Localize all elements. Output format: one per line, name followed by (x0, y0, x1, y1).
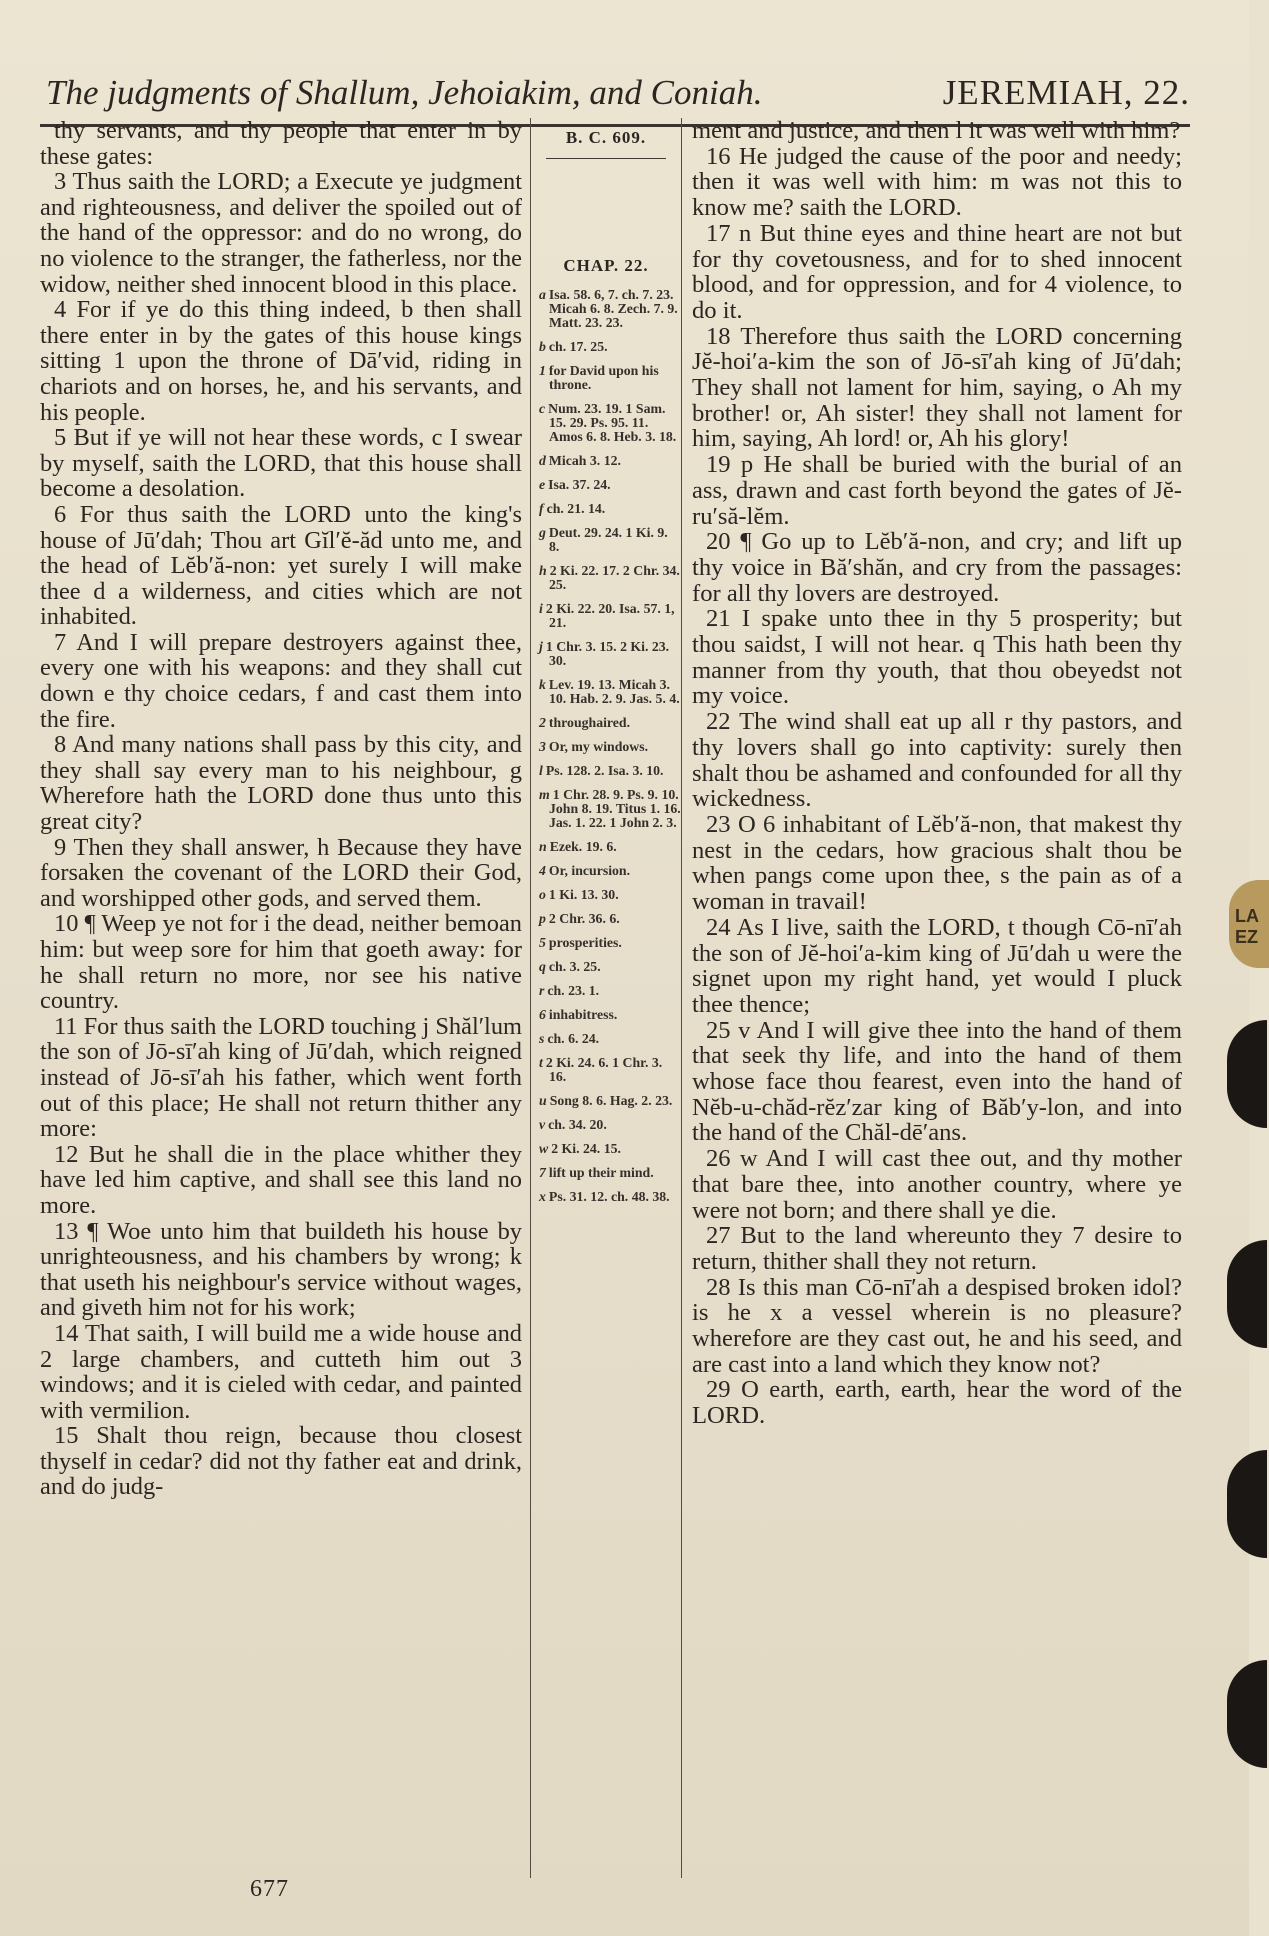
verse-paragraph: ment and justice, and then l it was well with him? (692, 117, 1181, 144)
cross-reference (539, 502, 681, 516)
reference-key: x (539, 1189, 546, 1204)
verse-paragraph: 8 And many nations shall pass by this city, and they shall say every man to his neighbour, g Wherefore hath the LORD done thus unto this great city? (40, 731, 522, 836)
reference-text: Num. 23. 19. 1 Sam. 15. 29. Ps. 95. 11. Amos 6. 8. Heb. 3. 18. (548, 401, 677, 444)
verse-paragraph: 3 Thus saith the LORD; a Execute ye judgment and righteousness, and deliver the spoiled out of the hand of the oppressor: and do no wrong, do no violence to the stranger, the fatherless, nor the widow, neither shed innocent blood in this place. (40, 168, 522, 298)
date-label: B. C. 609. (565, 128, 647, 147)
cross-reference (539, 640, 681, 668)
verse-paragraph: 6 For thus saith the LORD unto the king's house of Jū′dah; Thou art Gĭl′ĕ-ăd unto me, and the head of Lĕb′ă-non: yet surely I will make thee d a wilderness, and cities which are not inhabited. (40, 500, 522, 631)
reference-text: throughaired. (548, 715, 631, 730)
reference-text: 2 Ki. 24. 15. (551, 1141, 621, 1156)
cross-reference (539, 764, 681, 778)
cross-reference (539, 454, 681, 468)
reference-key: 4 (539, 863, 546, 878)
cross-reference (539, 478, 681, 492)
reference-key: k (539, 677, 546, 692)
verse-paragraph: 12 But he shall die in the place whither they have led him captive, and shall see this land no more. (40, 1140, 522, 1219)
verse-paragraph: 11 For thus saith the LORD touching j Shăl′lum the son of Jō-sī′ah king of Jū′dah, which reigned instead of Jō-sī′ah his father, which went forth out of this place; He shall not return thither any more: (40, 1012, 522, 1143)
reference-text: 2 Chr. 36. 6. (548, 911, 620, 926)
reference-key: r (539, 983, 545, 998)
verse-paragraph: 26 w And I will cast thee out, and thy mother that bare thee, into another country, where ye were not born; and there shall ye die. (692, 1145, 1182, 1224)
thumb-index-tab[interactable] (1227, 1660, 1267, 1768)
reference-text: Ps. 31. 12. ch. 48. 38. (548, 1189, 670, 1204)
verse-paragraph: 9 Then they shall answer, h Because they have forsaken the covenant of the LORD their God, and worshipped other gods, and served them. (40, 833, 522, 912)
cross-reference (539, 1094, 681, 1108)
reference-text: 1 Chr. 3. 15. 2 Ki. 23. 30. (545, 639, 670, 668)
verse-paragraph: 24 As I live, saith the LORD, t though Cō-nī′ah the son of Jĕ-hoi′a-kim king of Jū′dah u were the signet upon my right hand, yet would I pluck thee thence; (692, 913, 1182, 1018)
reference-key: m (539, 787, 550, 802)
reference-text: 2 Ki. 22. 20. Isa. 57. 1, 21. (545, 601, 675, 630)
reference-text: Lev. 19. 13. Micah 3. 10. Hab. 2. 9. Jas. 5. 4. (548, 677, 680, 706)
reference-text: Deut. 29. 24. 1 Ki. 9. 8. (548, 525, 668, 554)
cross-reference (539, 526, 681, 554)
verse-paragraph: 5 But if ye will not hear these words, c I swear by myself, saith the LORD, that this house shall become a desolation. (40, 424, 522, 503)
reference-text: ch. 6. 24. (547, 1031, 600, 1046)
cross-reference (539, 984, 681, 998)
reference-key: p (539, 911, 546, 926)
cross-reference (539, 888, 681, 902)
reference-text: Isa. 58. 6, 7. ch. 7. 23. Micah 6. 8. Zech. 7. 9. Matt. 23. 23. (548, 287, 678, 330)
thumb-tab-label: LA EZ (1235, 906, 1259, 947)
reference-key: i (539, 601, 543, 616)
thumb-index-tab[interactable] (1227, 1450, 1267, 1558)
header-title-left: The judgments of Shallum, Jehoiakim, and Coniah. (46, 73, 763, 112)
cross-reference (539, 912, 681, 926)
verse-paragraph: 10 ¶ Weep ye not for i the dead, neither bemoan him: but weep sore for him that goeth away: for he shall return no more, nor see his native country. (40, 910, 522, 1015)
cross-reference (539, 1032, 681, 1046)
cross-reference (539, 936, 681, 950)
cross-reference (539, 1008, 681, 1022)
reference-key: 2 (539, 715, 546, 730)
reference-text: 2 Ki. 24. 6. 1 Chr. 3. 16. (545, 1055, 663, 1084)
verse-paragraph: 20 ¶ Go up to Lĕb′ă-non, and cry; and lift up thy voice in Bă′shăn, and cry from the passages: for all thy lovers are destroyed. (692, 528, 1182, 607)
reference-key: 3 (539, 739, 546, 754)
thumb-index-tab[interactable] (1229, 880, 1269, 968)
reference-text: Or, my windows. (548, 739, 649, 754)
cross-reference (539, 564, 681, 592)
cross-reference (539, 740, 681, 754)
cross-reference (539, 602, 681, 630)
reference-key: o (539, 887, 546, 902)
verse-paragraph: 7 And I will prepare destroyers against thee, every one with his weapons: and they shall cut down e thy choice cedars, f and cast them into the fire. (40, 628, 522, 733)
cross-reference (539, 1166, 681, 1180)
verse-paragraph: 29 O earth, earth, earth, hear the word of the LORD. (692, 1376, 1182, 1430)
reference-text: 1 Chr. 28. 9. Ps. 9. 10. John 8. 19. Titus 1. 16. Jas. 1. 22. 1 John 2. 3. (549, 787, 681, 830)
reference-text: Micah 3. 12. (548, 453, 621, 468)
reference-text: ch. 23. 1. (547, 983, 600, 998)
reference-key: e (539, 477, 546, 492)
reference-text: lift up their mind. (548, 1165, 654, 1180)
cross-reference (539, 1142, 681, 1156)
reference-key: n (539, 839, 547, 854)
verse-paragraph: 18 Therefore thus saith the LORD concerning Jĕ-hoi′a-kim the son of Jō-sī′ah king of Jū′dah; They shall not lament for him, saying, o Ah my brother! or, Ah sister! they shall not lament for him, saying, Ah lord! or, Ah his glory! (692, 322, 1182, 453)
reference-key: g (539, 525, 546, 540)
reference-text: ch. 21. 14. (546, 501, 606, 516)
header-title-right: JEREMIAH, 22. (942, 73, 1190, 112)
cross-reference (539, 716, 681, 730)
cross-reference (539, 864, 681, 878)
left-text-column (40, 118, 522, 1863)
reference-text: Ezek. 19. 6. (549, 839, 617, 854)
verse-paragraph: 4 For if ye do this thing indeed, b then shall there enter in by the gates of this house kings sitting 1 upon the throne of Dā′vid, riding in chariots and on horses, he, and his servants, and his people. (40, 296, 522, 426)
reference-key: 6 (539, 1007, 546, 1022)
center-reference-column (530, 118, 682, 1878)
cross-reference (539, 1118, 681, 1132)
reference-text: Isa. 37. 24. (548, 477, 611, 492)
cross-reference (539, 288, 681, 330)
cross-reference (539, 402, 681, 444)
reference-text: ch. 34. 20. (548, 1117, 607, 1132)
thumb-index-tab[interactable] (1227, 1020, 1267, 1128)
reference-key: 5 (539, 935, 546, 950)
reference-key: t (539, 1055, 543, 1070)
verse-paragraph: 13 ¶ Woe unto him that buildeth his house by unrighteousness, and his chambers by wrong; k that useth his neighbour's service without wages, and giveth him not for his work; (40, 1217, 522, 1322)
reference-key: 7 (539, 1165, 546, 1180)
cross-reference (539, 1190, 681, 1204)
right-text-column (692, 118, 1182, 1878)
reference-text: for David upon his throne. (548, 363, 659, 392)
verse-paragraph: 14 That saith, I will build me a wide house and 2 large chambers, and cutteth him out 3 windows; and it is cieled with cedar, and painted with vermilion. (40, 1319, 522, 1424)
reference-text: 1 Ki. 13. 30. (548, 887, 619, 902)
reference-key: j (539, 639, 543, 654)
page-number: 677 (250, 1876, 289, 1902)
reference-key: w (539, 1141, 549, 1156)
thumb-index-tab[interactable] (1227, 1240, 1267, 1348)
reference-key: a (539, 287, 546, 302)
reference-key: q (539, 959, 546, 974)
reference-text: Song 8. 6. Hag. 2. 23. (549, 1093, 673, 1108)
reference-text: ch. 3. 25. (548, 959, 601, 974)
cross-reference (539, 840, 681, 854)
verse-paragraph: 19 p He shall be buried with the burial of an ass, drawn and cast forth beyond the gates of Jĕ-ru′să-lĕm. (692, 451, 1182, 530)
cross-reference (539, 788, 681, 830)
reference-text: 2 Ki. 22. 17. 2 Chr. 34. 25. (549, 563, 680, 592)
verse-paragraph: 17 n But thine eyes and thine heart are not but for thy covetousness, and for to shed innocent blood, and for oppression, and for 4 violence, to do it. (692, 219, 1182, 324)
reference-key: 1 (539, 363, 546, 378)
reference-key: u (539, 1093, 547, 1108)
reference-text: inhabitress. (548, 1007, 618, 1022)
cross-reference (539, 960, 681, 974)
verse-paragraph: 22 The wind shall eat up all r thy pastors, and thy lovers shall go into captivity: surely then shalt thou be ashamed and confounded for all thy wickedness. (692, 708, 1182, 813)
reference-key: f (539, 501, 544, 516)
reference-key: b (539, 339, 546, 354)
verse-paragraph: 25 v And I will give thee into the hand of them that seek thy life, and into the hand of them whose face thou fearest, even into the hand of Nĕb-u-chăd-rĕz′zar king of Băb′y-lon, and into the hand of the Chăl-dē′ans. (692, 1016, 1182, 1147)
reference-key: h (539, 563, 547, 578)
verse-paragraph: 15 Shalt thou reign, because thou closest thyself in cedar? did not thy father eat and drink, and do judg- (40, 1422, 522, 1501)
cross-reference (539, 678, 681, 706)
reference-key: d (539, 453, 546, 468)
reference-text: Or, incursion. (548, 863, 631, 878)
verse-paragraph: thy servants, and thy people that enter in by these gates: (40, 117, 522, 170)
verse-paragraph: 23 O 6 inhabitant of Lĕb′ă-non, that makest thy nest in the cedars, how gracious shalt thou be when pangs come upon thee, s the pain as of a woman in travail! (692, 810, 1182, 916)
reference-text: ch. 17. 25. (548, 339, 608, 354)
chapter-label: CHAP. 22. (563, 256, 649, 275)
verse-paragraph: 16 He judged the cause of the poor and needy; then it was well with him: m was not this to know me? saith the LORD. (692, 142, 1182, 222)
reference-text: Ps. 128. 2. Isa. 3. 10. (545, 763, 664, 778)
reference-key: c (539, 401, 546, 416)
verse-paragraph: 28 Is this man Cō-nī′ah a despised broken idol? is he x a vessel wherein is no pleasure? wherefore are they cast out, he and his seed, and are cast into a land which they know not? (692, 1273, 1182, 1378)
divider (546, 158, 666, 159)
reference-key: l (539, 763, 543, 778)
cross-reference (539, 1056, 681, 1084)
cross-reference-list (539, 288, 681, 1214)
verse-paragraph: 27 But to the land whereunto they 7 desire to return, thither shall they not return. (692, 1222, 1182, 1275)
cross-reference (539, 364, 681, 392)
verse-paragraph: 21 I spake unto thee in thy 5 prosperity; but thou saidst, I will not hear. q This hath been thy manner from thy youth, that thou obeyedst not my voice. (692, 605, 1182, 710)
reference-key: v (539, 1117, 546, 1132)
reference-text: prosperities. (548, 935, 622, 950)
reference-key: s (539, 1031, 545, 1046)
cross-reference (539, 340, 681, 354)
